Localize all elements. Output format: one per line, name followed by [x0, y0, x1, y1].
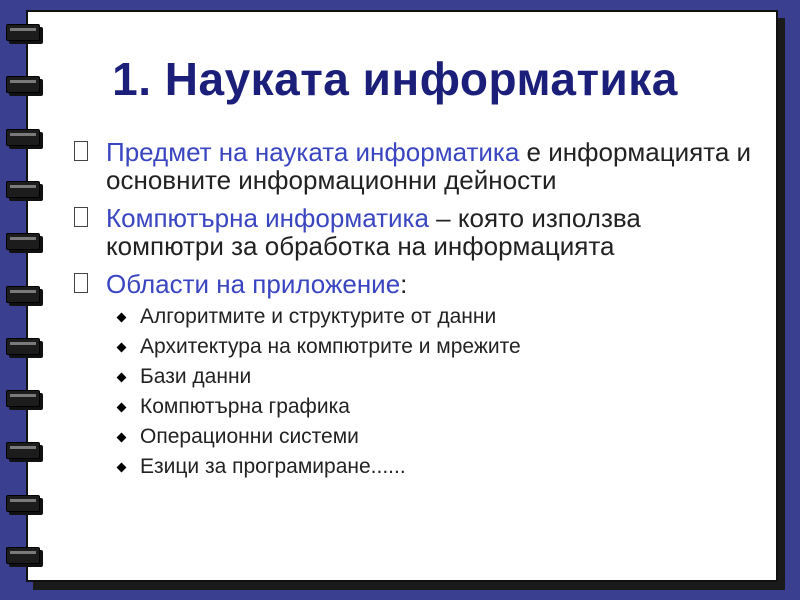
bullet-item: [70, 204, 760, 260]
spiral-binding: [6, 0, 46, 600]
spiral-ring-icon: [6, 338, 44, 360]
sub-bullet-text: Операционни системи: [140, 425, 359, 448]
spiral-ring-icon: [6, 286, 44, 308]
bullet-text: е информацията и основните информационни дейности: [106, 137, 752, 195]
square-bullet-icon: [74, 141, 88, 161]
bullet-item: [70, 270, 760, 298]
sub-bullet-text: Архитектура на компютрите и мрежите: [140, 335, 521, 358]
slide-title: 1. Науката информатика: [112, 53, 678, 105]
bullet-text: :: [400, 269, 408, 299]
sub-bullet-item: [70, 302, 760, 332]
diamond-bullet-icon: [117, 313, 127, 323]
bullet-highlight: Компютърна информатика: [106, 203, 429, 233]
sub-bullet-text: Езици за програмиране......: [140, 455, 406, 478]
diamond-bullet-icon: [117, 433, 127, 443]
spiral-ring-icon: [6, 129, 44, 151]
bullet-list: [70, 138, 760, 482]
sub-bullet-text: Алгоритмите и структурите от данни: [140, 305, 497, 328]
bullet-highlight: Предмет на науката информатика: [106, 137, 520, 167]
sub-bullet-item: [70, 332, 760, 362]
sub-bullet-item: [70, 422, 760, 452]
spiral-ring-icon: [6, 390, 44, 412]
spiral-ring-icon: [6, 76, 44, 98]
bullet-text: – която използва компютри за обработка на информацията: [106, 203, 641, 261]
spiral-ring-icon: [6, 24, 44, 46]
spiral-ring-icon: [6, 181, 44, 203]
bullet-highlight: Области на приложение: [106, 269, 401, 299]
diamond-bullet-icon: [117, 403, 127, 413]
sub-bullet-item: [70, 362, 760, 392]
spiral-ring-icon: [6, 233, 44, 255]
square-bullet-icon: [74, 273, 88, 293]
diamond-bullet-icon: [117, 463, 127, 473]
sub-bullet-text: Компютърна графика: [140, 395, 350, 418]
sub-bullet-text: Бази данни: [140, 365, 252, 388]
spiral-ring-icon: [6, 547, 44, 569]
spiral-ring-icon: [6, 442, 44, 464]
diamond-bullet-icon: [117, 373, 127, 383]
sub-bullet-item: [70, 392, 760, 422]
spiral-ring-icon: [6, 495, 44, 517]
bullet-item: [70, 138, 760, 194]
diamond-bullet-icon: [117, 343, 127, 353]
sub-bullet-item: [70, 452, 760, 482]
square-bullet-icon: [74, 207, 88, 227]
